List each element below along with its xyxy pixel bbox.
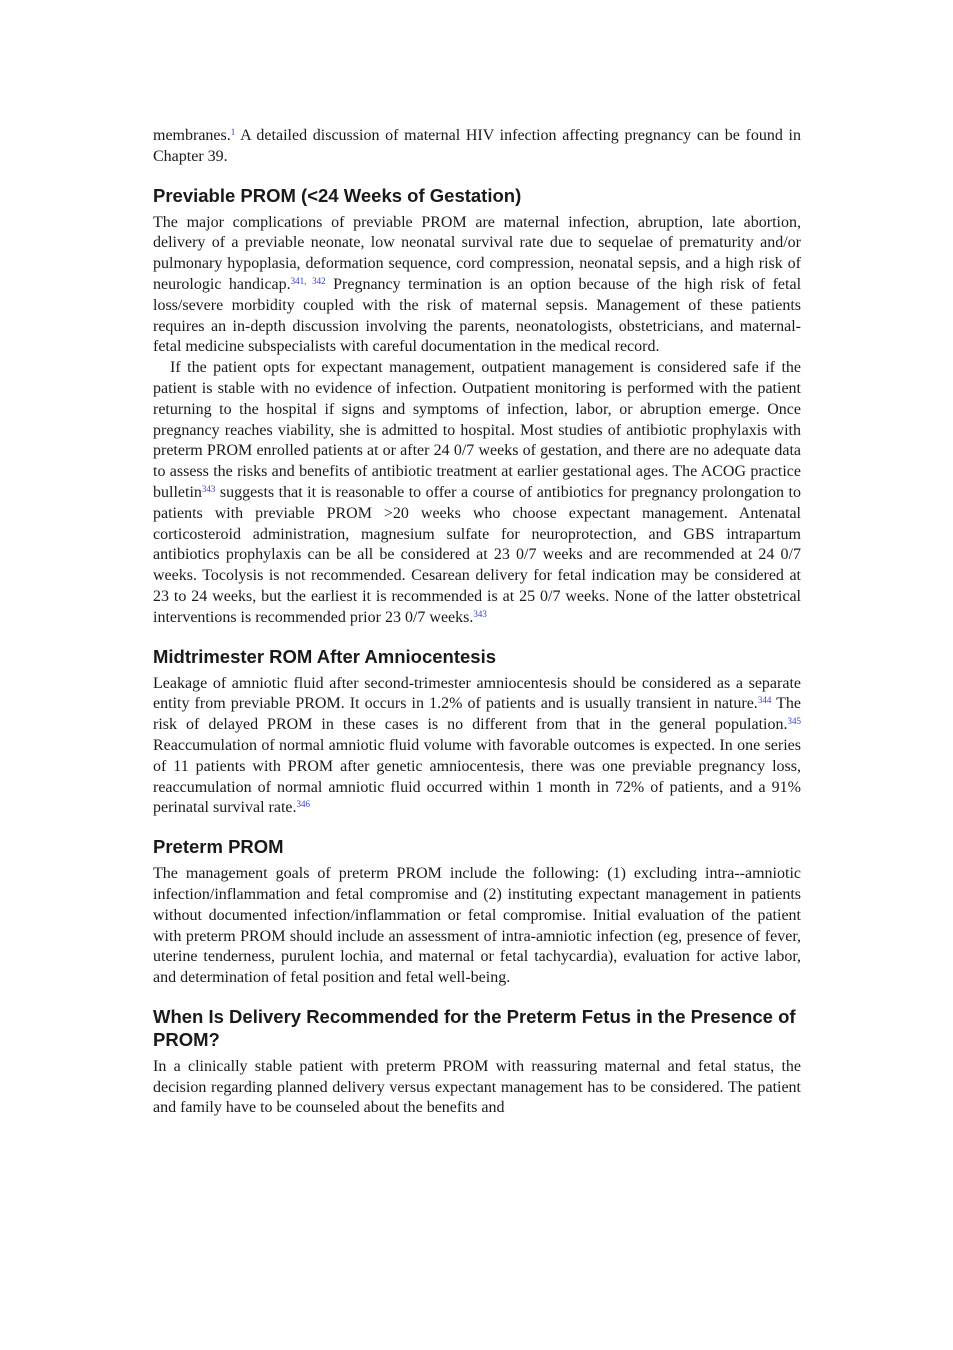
- section-heading-preterm-prom: Preterm PROM: [153, 836, 284, 858]
- previable-paragraph-1: [153, 213, 801, 359]
- text-run: Leakage of amniotic fluid after second-trimester amniocentesis should be considered as a separate entity from previable PROM. It occurs in 1.2% of patients and is usually transient in nature.: [153, 674, 801, 713]
- text-run: suggests that it is reasonable to offer a course of antibiotics for pregnancy prolongation to patients with previable PROM >20 weeks who choose expectant management. Antenatal corticosteroid administration, magnesium sulfate for neuroprotection, and GBS intrapartum antibiotics prophylaxis can be all be considered at 23 0/7 weeks and are recommended at 24 0/7 weeks. Tocolysis is not recommended. Cesarean delivery for fetal indication may be considered at 23 to 24 weeks, but the earliest it is recommended is at 25 0/7 weeks. None of the latter obstetrical interventions is recommended prior 23 0/7 weeks.: [153, 483, 801, 626]
- text-run: Reaccumulation of normal amniotic fluid volume with favorable outcomes is expected. In one series of 11 patients with PROM after genetic amniocentesis, there was one previable pregnancy loss, reaccumulation of normal amniotic fluid occurred within 1 month in 72% of patients, and a 91% perinatal survival rate.: [153, 736, 801, 817]
- reference-link[interactable]: 346: [296, 799, 310, 810]
- text-run: The major complications of previable PROM are maternal infection, abruption, late abortion, delivery of a previable neonate, low neonatal survival rate due to sequelae of prematurity and/or pulmonary hypoplasia, deformation sequence, cord compression, neonatal sepsis, and a high risk of neurologic handicap.: [153, 213, 801, 293]
- reference-link[interactable]: 343: [473, 608, 487, 619]
- section-heading-previable-prom: Previable PROM (<24 Weeks of Gestation): [153, 184, 522, 206]
- section-heading-delivery-recommendation: When Is Delivery Recommended for the Preterm Fetus in the Presence of PROM?: [153, 1005, 796, 1050]
- text-run: If the patient opts for expectant management, outpatient management is considered safe if the patient is stable with no evidence of infection. Outpatient monitoring is performed with the patient returning to the hospital if signs and symptoms of infection, labor, or abruption emerge. Once pregnancy reaches viability, she is admitted to hospital. Most studies of antibiotic prophylaxis with preterm PROM enrolled patients at or after 24 0/7 weeks of gestation, and there are no adequate data to assess the risks and benefits of antibiotic treatment at earlier gestational ages. The ACOG practice bulletin: [153, 359, 801, 501]
- document-page: [153, 126, 801, 1119]
- previable-paragraph-2: [153, 358, 801, 628]
- reference-link[interactable]: 344: [757, 695, 772, 706]
- text-run: Pregnancy termination is an option because of the high risk of fetal loss/severe morbidity coupled with the risk of maternal sepsis. Management of these patients requires an in-depth discussion involving the parents, neonatologists, obstetricians, and maternal-fetal medicine subspecialists with careful documentation in the medical record.: [153, 275, 802, 356]
- reference-link[interactable]: 345: [787, 716, 801, 727]
- reference-link[interactable]: 1: [230, 127, 236, 137]
- delivery-paragraph: In a clinically stable patient with preterm PROM with reassuring maternal and fetal status, the decision regarding planned delivery versus expectant management has to be considered. The patient and family have to be counseled about the benefits and: [153, 1057, 801, 1117]
- reference-link[interactable]: 343: [201, 483, 216, 494]
- reference-link[interactable]: 341, 342: [290, 275, 326, 286]
- section-heading-midtrimester-rom: Midtrimester ROM After Amniocentesis: [153, 645, 496, 667]
- midtrimester-paragraph: [153, 674, 801, 820]
- preterm-paragraph: The management goals of preterm PROM include the following: (1) excluding intra--amniotic infection/inflammation and fetal compromise and (2) instituting expectant management in patients without documented infection/inflammation or fetal compromise. Initial evaluation of the patient with preterm PROM should include an assessment of intra-amniotic infection (eg, presence of fever, uterine tenderness, purulent lochia, and maternal or fetal tachycardia), evaluation for active labor, and determination of fetal position and fetal well-being.: [153, 865, 801, 987]
- intro-paragraph: [153, 126, 801, 168]
- text-run: The risk of delayed PROM in these cases is no different from that in the general population.: [153, 695, 801, 734]
- text-run: A detailed discussion of maternal HIV infection affecting pregnancy can be found in Chapter 39.: [153, 127, 801, 165]
- text-run: membranes.: [153, 127, 231, 144]
